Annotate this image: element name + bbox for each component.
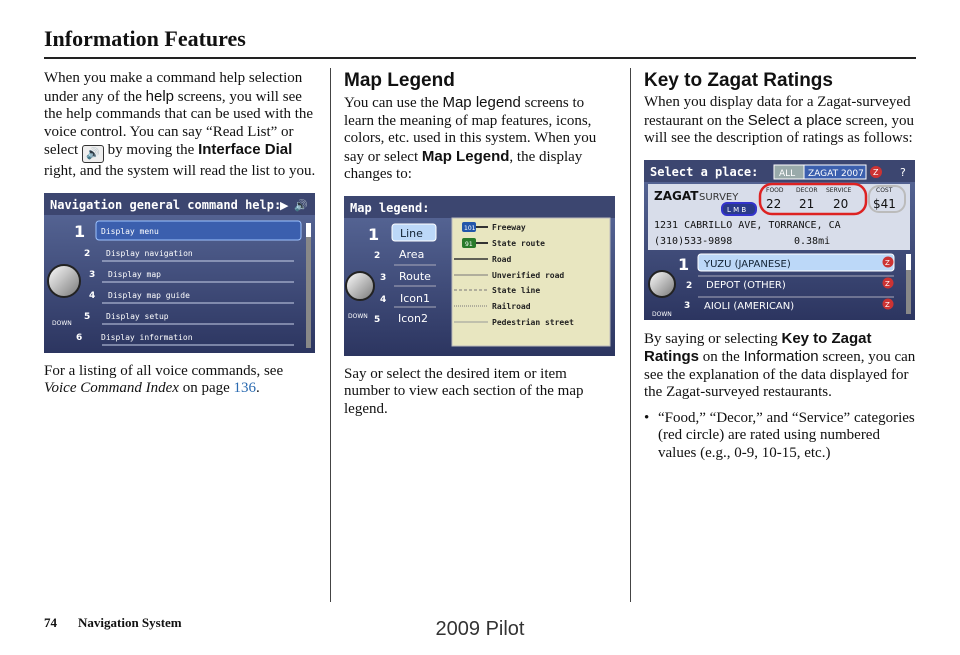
map-legend-screenshot (344, 196, 615, 356)
shot-title: Navigation general command help: (50, 197, 282, 212)
svg-text:DOWN: DOWN (348, 312, 368, 320)
place-item[interactable]: YUZU (JAPANESE) (704, 258, 791, 270)
help-button[interactable]: ? (900, 165, 906, 179)
tab-all[interactable]: ALL (779, 168, 796, 179)
help-screenshot (44, 193, 315, 353)
voice-index-paragraph: For a listing of all voice commands, see Voice Command Index on page 136. (44, 362, 284, 396)
legend-item: Road (492, 254, 512, 264)
svg-text:Z: Z (873, 167, 879, 177)
shot-item: Display map guide (108, 290, 190, 300)
legend-item: Freeway (492, 222, 526, 232)
column-divider (330, 68, 331, 602)
svg-text:🔊: 🔊 (294, 198, 308, 212)
shot-item: Display navigation (106, 248, 193, 258)
shot-item: Display information (101, 332, 193, 342)
tab-route[interactable]: Route (399, 269, 431, 283)
help-term: help (145, 87, 174, 105)
legend-item: State route (492, 238, 545, 248)
svg-text:Z: Z (885, 300, 890, 309)
svg-text:DOWN: DOWN (652, 310, 672, 318)
column-left (44, 70, 316, 398)
intro-paragraph: When you make a command help selection under any of the help screens, you will see the help commands that can be used with the voice control. You can say “Read List” or select 🔊 by moving the Interface Dial right, and the system will read the list to you. (44, 70, 316, 179)
page-link[interactable]: 136 (233, 380, 257, 396)
tab-zagat[interactable]: ZAGAT 2007 (808, 168, 864, 179)
svg-text:2: 2 (84, 248, 91, 259)
place-item[interactable]: AIOLI (AMERICAN) (704, 300, 795, 312)
select-place-screenshot (644, 160, 915, 320)
cost-rating: $41 (873, 196, 896, 211)
svg-text:L M B: L M B (727, 205, 747, 214)
svg-text:FOOD: FOOD (766, 186, 784, 194)
svg-text:0.38mi: 0.38mi (794, 235, 831, 247)
tab-icon2[interactable]: Icon2 (398, 311, 428, 325)
legend-item: Pedestrian street (492, 317, 574, 327)
svg-text:4: 4 (89, 290, 96, 301)
svg-text:ZAGAT: ZAGAT (654, 188, 699, 203)
svg-text:Z: Z (885, 279, 890, 288)
svg-text:SURVEY: SURVEY (699, 191, 739, 203)
svg-text:3: 3 (684, 300, 691, 311)
interface-dial-term: Interface Dial (198, 141, 293, 158)
svg-text:5: 5 (84, 311, 91, 322)
zagat-paragraph: When you display data for a Zagat-surveyed restaurant on the Select a place screen, you will see the description of ratings as follows: (644, 94, 915, 146)
svg-text:Z: Z (885, 258, 890, 267)
watermark: 2009 Pilot (435, 618, 525, 640)
legend-item: Unverified road (492, 270, 565, 280)
tab-area[interactable]: Area (399, 247, 425, 261)
shot-item: Display map (108, 269, 161, 279)
svg-text:4: 4 (380, 294, 387, 305)
column-divider (630, 68, 631, 602)
svg-text:2: 2 (686, 280, 693, 291)
map-legend-paragraph: You can use the Map legend screens to learn the meaning of map features, icons, colors, etc. used in this system. When you say or select Map Legend, the display changes to: (344, 94, 597, 182)
map-legend-instruction: Say or select the desired item or item number to view each section of the map legend. (344, 365, 584, 417)
svg-text:1: 1 (678, 254, 690, 274)
page-number: 74 (44, 615, 57, 630)
svg-text:1: 1 (368, 224, 380, 244)
column-middle (344, 70, 616, 418)
legend-item: State line (492, 285, 541, 295)
dial-icon (48, 265, 80, 297)
svg-text:6: 6 (76, 332, 83, 343)
zagat-heading: Key to Zagat Ratings (644, 70, 833, 91)
svg-text:DECOR: DECOR (796, 186, 818, 194)
column-right (644, 70, 916, 462)
food-rating: 22 (766, 196, 782, 211)
svg-text:2: 2 (374, 250, 381, 261)
svg-text:101: 101 (464, 224, 476, 232)
svg-text:3: 3 (89, 269, 96, 280)
dial-icon (649, 271, 675, 297)
map-legend-heading: Map Legend (344, 70, 455, 91)
footer-section: Navigation System (78, 615, 182, 630)
svg-text:Map legend:: Map legend: (350, 200, 430, 215)
talk-icon: 🔊 (82, 145, 104, 163)
svg-text:1231 CABRILLO AVE, TORRANCE, C: 1231 CABRILLO AVE, TORRANCE, CA (654, 219, 841, 231)
decor-rating: 21 (799, 196, 815, 211)
title-rule (44, 57, 916, 59)
svg-text:91: 91 (465, 240, 473, 248)
svg-text:5: 5 (374, 314, 381, 325)
svg-text:Select a place:: Select a place: (650, 164, 759, 179)
tab-icon1[interactable]: Icon1 (400, 291, 430, 305)
page-title: Information Features (44, 26, 246, 51)
svg-text:DOWN: DOWN (52, 319, 72, 327)
legend-item: Railroad (492, 301, 531, 311)
svg-text:(310)533-9898: (310)533-9898 (654, 235, 733, 247)
tab-line[interactable]: Line (400, 226, 423, 240)
svg-text:SERVICE: SERVICE (826, 186, 852, 194)
svg-text:▶: ▶ (280, 198, 289, 212)
shot-item: Display setup (106, 311, 169, 321)
zagat-info-paragraph: By saying or selecting Key to Zagat Ratings on the Information screen, you can see the explanation of the data displayed for the Zagat-surveyed restaurants. (644, 329, 916, 400)
svg-text:3: 3 (380, 272, 387, 283)
service-rating: 20 (833, 196, 849, 211)
place-item[interactable]: DEPOT (OTHER) (706, 279, 786, 291)
svg-text:COST: COST (876, 186, 893, 194)
svg-text:1: 1 (74, 221, 86, 241)
shot-item: Display menu (101, 226, 159, 236)
bullet-item: • “Food,” “Decor,” and “Service” categories (red circle) are rated using numbered values (e.g., 0-9, 10-15, etc.) (644, 409, 915, 461)
dial-icon (346, 272, 374, 300)
